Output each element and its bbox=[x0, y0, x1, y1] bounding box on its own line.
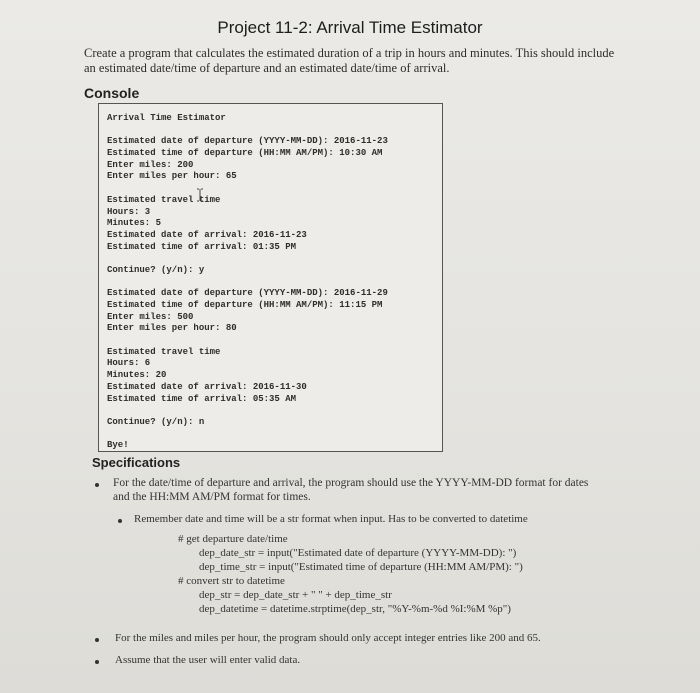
spec-bullet-3: Assume that the user will enter valid data. bbox=[115, 654, 301, 666]
console-line: Estimated time of departure (HH:MM AM/PM): 11:15 PM bbox=[107, 300, 383, 310]
spec-bullet-1: For the date/time of departure and arrival, the program should use the YYYY-MM-DD format for dates and the HH:MM AM/PM format for times. bbox=[113, 477, 589, 503]
console-line: Estimated time of departure (HH:MM AM/PM): 10:30 AM bbox=[107, 148, 383, 159]
console-line bbox=[107, 253, 388, 265]
console-line: Minutes: 5 bbox=[107, 218, 162, 229]
console-lines bbox=[107, 113, 388, 452]
console-line: Estimated date of arrival: 2016-11-23 bbox=[107, 229, 307, 240]
console-line: Enter miles: 200 bbox=[107, 159, 194, 170]
bullet-icon bbox=[95, 638, 99, 642]
code-line-dep-time: dep_time_str = input("Estimated time of departure (HH:MM AM/PM): ") bbox=[199, 561, 523, 573]
bullet-icon bbox=[118, 519, 122, 523]
console-line: Bye! bbox=[107, 440, 129, 451]
console-line: Hours: 3 bbox=[107, 206, 151, 217]
console-line: Continue? (y/n): y bbox=[107, 264, 205, 275]
console-line bbox=[107, 335, 388, 347]
intro-paragraph: Create a program that calculates the estimated duration of a trip in hours and minutes. This should include an estimated date/time of departure and an estimated date/time of arrival. bbox=[84, 46, 615, 75]
console-line: Hours: 6 bbox=[107, 358, 151, 369]
spec-bullet-2: For the miles and miles per hour, the program should only accept integer entries like 200 and 65. bbox=[115, 632, 541, 644]
console-line bbox=[107, 429, 388, 441]
text-cursor-icon bbox=[196, 188, 204, 202]
console-line bbox=[107, 405, 388, 417]
console-line: Enter miles: 500 bbox=[107, 311, 194, 322]
code-comment-convert: # convert str to datetime bbox=[178, 575, 285, 587]
bullet-icon bbox=[95, 660, 99, 664]
console-line bbox=[107, 277, 388, 289]
console-line: Estimated travel time bbox=[107, 346, 221, 357]
code-line-dep-date: dep_date_str = input("Estimated date of departure (YYYY-MM-DD): ") bbox=[199, 547, 517, 559]
console-line: Minutes: 20 bbox=[107, 370, 167, 381]
console-output-box bbox=[98, 103, 443, 452]
console-line bbox=[107, 183, 388, 195]
console-line: Enter miles per hour: 80 bbox=[107, 323, 237, 334]
code-line-dep-str: dep_str = dep_date_str + " " + dep_time_str bbox=[199, 589, 392, 601]
console-line: Estimated time of arrival: 05:35 AM bbox=[107, 393, 297, 404]
console-line: Estimated time of arrival: 01:35 PM bbox=[107, 241, 297, 252]
spec-bullet-1a: Remember date and time will be a str format when input. Has to be converted to datetime bbox=[134, 513, 528, 525]
specifications-heading: Specifications bbox=[92, 455, 181, 470]
console-line: Continue? (y/n): n bbox=[107, 416, 205, 427]
code-comment-get: # get departure date/time bbox=[178, 533, 288, 545]
code-line-dep-datetime: dep_datetime = datetime.strptime(dep_str, "%Y-%m-%d %I:%M %p") bbox=[199, 603, 511, 615]
console-heading: Console bbox=[84, 85, 140, 101]
console-line: Estimated travel time bbox=[107, 194, 221, 205]
console-line: Estimated date of departure (YYYY-MM-DD): 2016-11-23 bbox=[107, 136, 388, 147]
console-line: Enter miles per hour: 65 bbox=[107, 171, 237, 182]
console-line: Estimated date of arrival: 2016-11-30 bbox=[107, 381, 307, 392]
console-line bbox=[107, 125, 388, 137]
console-line: Arrival Time Estimator bbox=[107, 113, 226, 123]
console-line: Estimated date of departure (YYYY-MM-DD): 2016-11-29 bbox=[107, 288, 388, 299]
page-title: Project 11-2: Arrival Time Estimator bbox=[217, 18, 483, 37]
bullet-icon bbox=[95, 483, 99, 487]
